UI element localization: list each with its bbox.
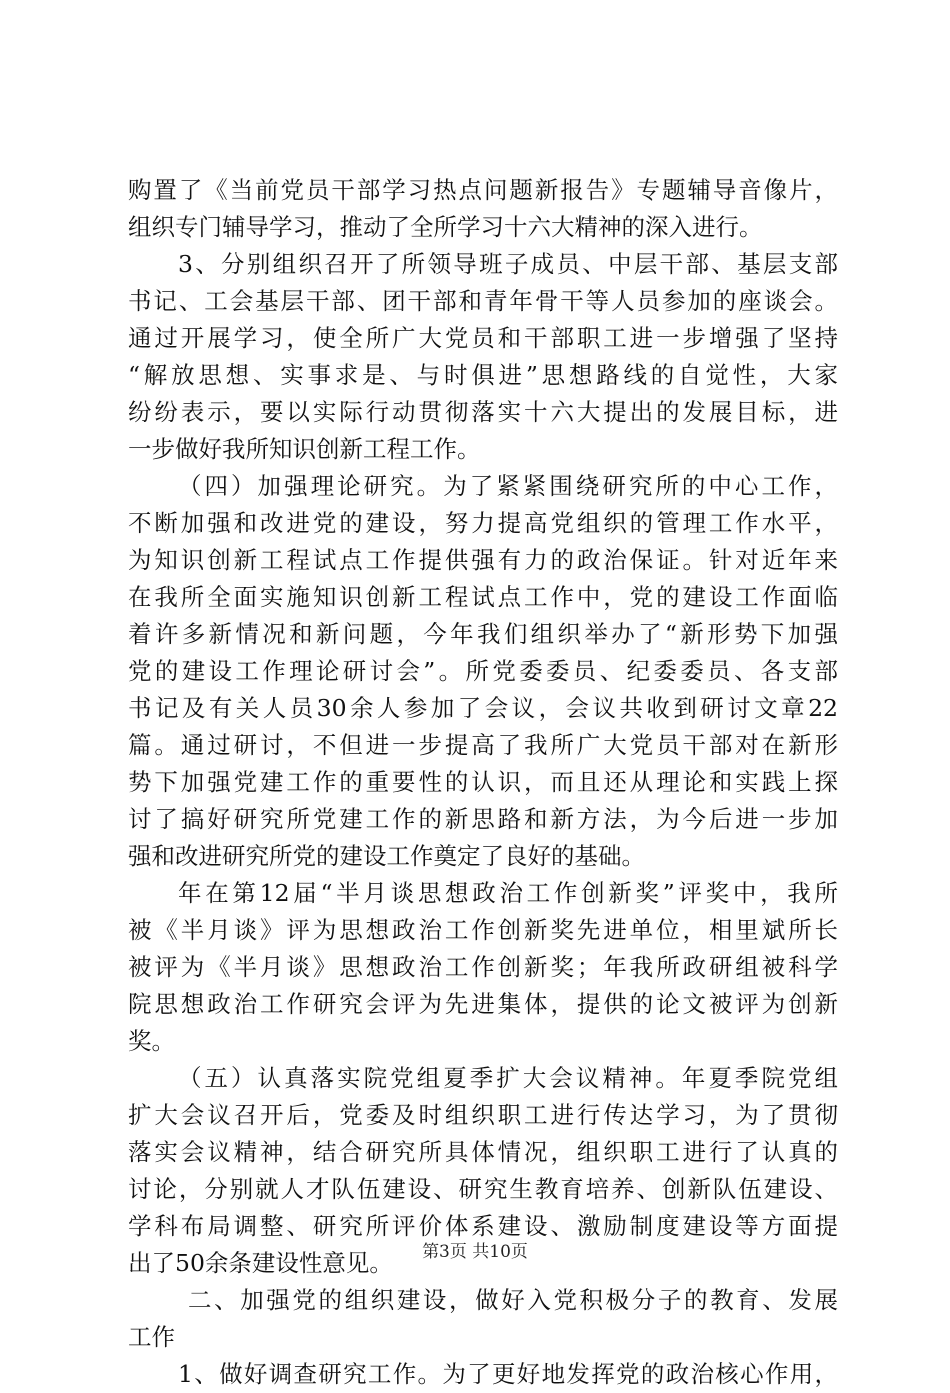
text-line: 纷纷表示，要以实际行动贯彻落实十六大提出的发展目标，进 (128, 398, 838, 426)
text-line: 年在第12届“半月谈思想政治工作创新奖”评奖中，我所 (178, 879, 838, 907)
text-line: 势下加强党建工作的重要性的认识，而且还从理论和实践上探 (128, 768, 838, 796)
text-line: 3、分别组织召开了所领导班子成员、中层干部、基层支部 (178, 250, 838, 278)
text-line: 着许多新情况和新问题，今年我们组织举办了“新形势下加强 (128, 620, 838, 648)
page-number-footer: 第3页 共10页 (422, 1242, 528, 1262)
text-line: 讨论，分别就人才队伍建设、研究生教育培养、创新队伍建设、 (128, 1175, 838, 1203)
section-heading-line: 工作 (128, 1323, 175, 1351)
text-line: 1、做好调查研究工作。为了更好地发挥党的政治核心作用， (178, 1360, 838, 1388)
text-line: 强和改进研究所党的建设工作奠定了良好的基础。 (128, 842, 645, 870)
text-line: 党的建设工作理论研讨会”。所党委委员、纪委委员、各支部 (128, 657, 838, 685)
text-line: 为知识创新工程试点工作提供强有力的政治保证。针对近年来 (128, 546, 838, 574)
text-line: 不断加强和改进党的建设，努力提高党组织的管理工作水平， (128, 509, 838, 537)
text-line: 讨了搞好研究所党建工作的新思路和新方法，为今后进一步加 (128, 805, 838, 833)
text-line: 通过开展学习，使全所广大党员和干部职工进一步增强了坚持 (128, 324, 838, 352)
text-line: 奖。 (128, 1027, 175, 1055)
text-line: （五）认真落实院党组夏季扩大会议精神。年夏季院党组 (178, 1064, 838, 1092)
text-line: 篇。通过研讨，不但进一步提高了我所广大党员干部对在新形 (128, 731, 838, 759)
text-line: 书记、工会基层干部、团干部和青年骨干等人员参加的座谈会。 (128, 287, 838, 315)
text-line: 购置了《当前党员干部学习热点问题新报告》专题辅导音像片， (128, 176, 838, 204)
text-line: 学科布局调整、研究所评价体系建设、激励制度建设等方面提 (128, 1212, 838, 1240)
text-line: 落实会议精神，结合研究所具体情况，组织职工进行了认真的 (128, 1138, 838, 1166)
text-line: 一步做好我所知识创新工程工作。 (128, 435, 481, 463)
text-line: 被《半月谈》评为思想政治工作创新奖先进单位，相里斌所长 (128, 916, 838, 944)
text-line: 在我所全面实施知识创新工程试点工作中，党的建设工作面临 (128, 583, 838, 611)
text-line: 院思想政治工作研究会评为先进集体，提供的论文被评为创新 (128, 990, 838, 1018)
document-body (128, 172, 838, 1393)
text-line: 被评为《半月谈》思想政治工作创新奖；年我所政研组被科学 (128, 953, 838, 981)
section-heading-line: 二、加强党的组织建设，做好入党积极分子的教育、发展 (188, 1286, 838, 1314)
text-line: （四）加强理论研究。为了紧紧围绕研究所的中心工作， (178, 472, 838, 500)
text-line: 扩大会议召开后，党委及时组织职工进行传达学习，为了贯彻 (128, 1101, 838, 1129)
text-line: “解放思想、实事求是、与时俱进”思想路线的自觉性，大家 (128, 361, 838, 389)
text-line: 出了50余条建设性意见。 (128, 1249, 393, 1277)
text-line: 书记及有关人员30余人参加了会议，会议共收到研讨文章22 (128, 694, 838, 722)
text-line: 组织专门辅导学习，推动了全所学习十六大精神的深入进行。 (128, 213, 763, 241)
